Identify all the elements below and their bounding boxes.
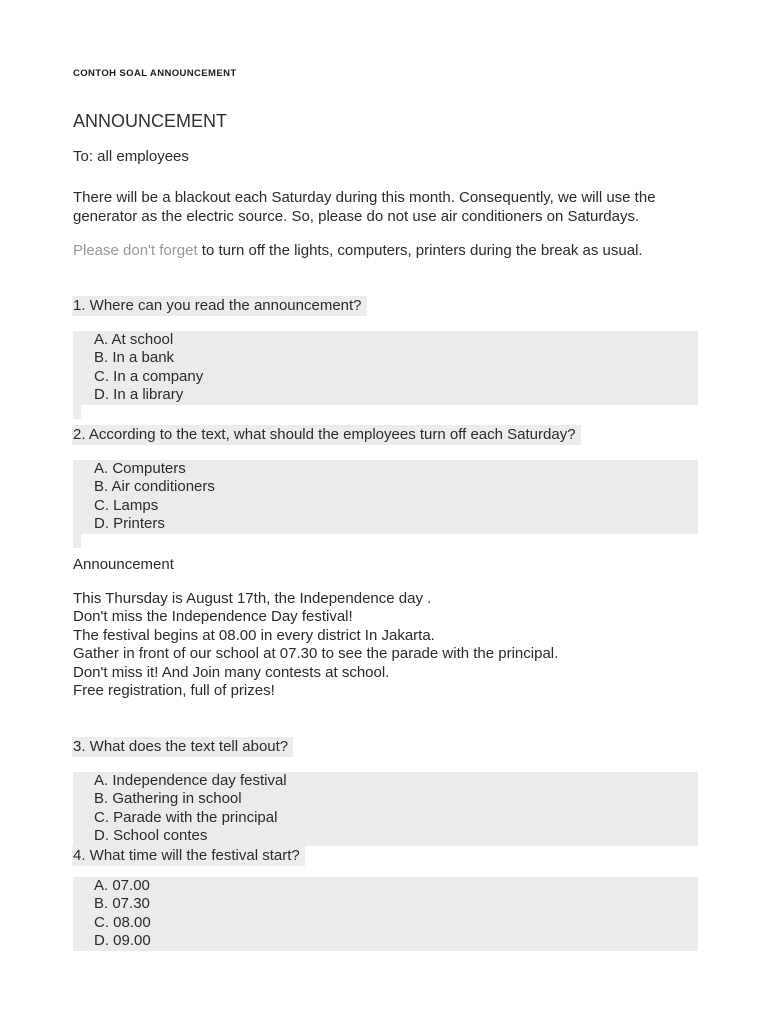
note-rest-text: to turn off the lights, computers, printers during the break as usual. — [197, 242, 643, 259]
highlight-tab-2 — [73, 534, 81, 548]
option-2c: C. Lamps — [94, 496, 159, 514]
note-faded-text: Please don't forget — [73, 242, 198, 259]
question-2-text: 2. According to the text, what should the employees turn off each Saturday? — [72, 425, 581, 445]
option-3d: D. School contes — [94, 827, 208, 844]
document-kicker: CONTOH SOAL ANNOUNCEMENT — [73, 68, 237, 79]
option-1c: C. In a company — [94, 367, 204, 385]
options-block-2 — [73, 460, 698, 534]
highlight-tab-1 — [73, 405, 81, 419]
announcement-2-line: Don't miss the Independence Day festival! — [73, 608, 353, 625]
announcement-2-line: Free registration, full of prizes! — [73, 682, 275, 699]
announcement-2-line: Don't miss it! And Join many contests at school. — [73, 663, 390, 681]
option-3c: C. Parade with the principal — [94, 808, 278, 826]
announcement-body: There will be a blackout each Saturday during this month. Consequently, we will use the generator as the electric source. So, please do not use air conditioners on Saturdays. — [73, 189, 656, 225]
options-block-3 — [73, 772, 698, 846]
option-2a: A. Computers — [94, 459, 186, 477]
question-3 — [73, 737, 697, 756]
announcement-note — [73, 242, 695, 261]
question-1 — [73, 296, 697, 315]
announcement-title: ANNOUNCEMENT — [73, 111, 228, 131]
announcement-2-body — [73, 590, 697, 701]
options-block-4 — [73, 877, 698, 951]
option-4a: A. 07.00 — [94, 876, 150, 894]
option-4c: C. 08.00 — [94, 913, 151, 931]
option-1d: D. In a library — [94, 386, 184, 403]
option-4d: D. 09.00 — [94, 932, 151, 949]
question-2 — [73, 425, 697, 444]
question-1-text: 1. Where can you read the announcement? — [72, 296, 367, 316]
announcement-recipient: To: all employees — [73, 148, 189, 165]
option-2b: B. Air conditioners — [94, 478, 215, 495]
question-3-text: 3. What does the text tell about? — [72, 737, 293, 757]
options-block-1 — [73, 331, 698, 405]
question-4-text: 4. What time will the festival start? — [72, 846, 305, 866]
option-1a: A. At school — [94, 330, 174, 348]
option-3a: A. Independence day festival — [94, 771, 287, 789]
option-2d: D. Printers — [94, 515, 165, 532]
question-4 — [73, 846, 697, 865]
option-1b: B. In a bank — [94, 349, 175, 366]
announcement-2-title: Announcement — [73, 555, 174, 573]
option-3b: B. Gathering in school — [94, 790, 242, 807]
option-4b: B. 07.30 — [94, 895, 150, 912]
announcement-2-line: The festival begins at 08.00 in every district In Jakarta. — [73, 626, 435, 644]
announcement-2-line: This Thursday is August 17th, the Independence day . — [73, 589, 432, 607]
announcement-2-line: Gather in front of our school at 07.30 to see the parade with the principal. — [73, 645, 559, 662]
